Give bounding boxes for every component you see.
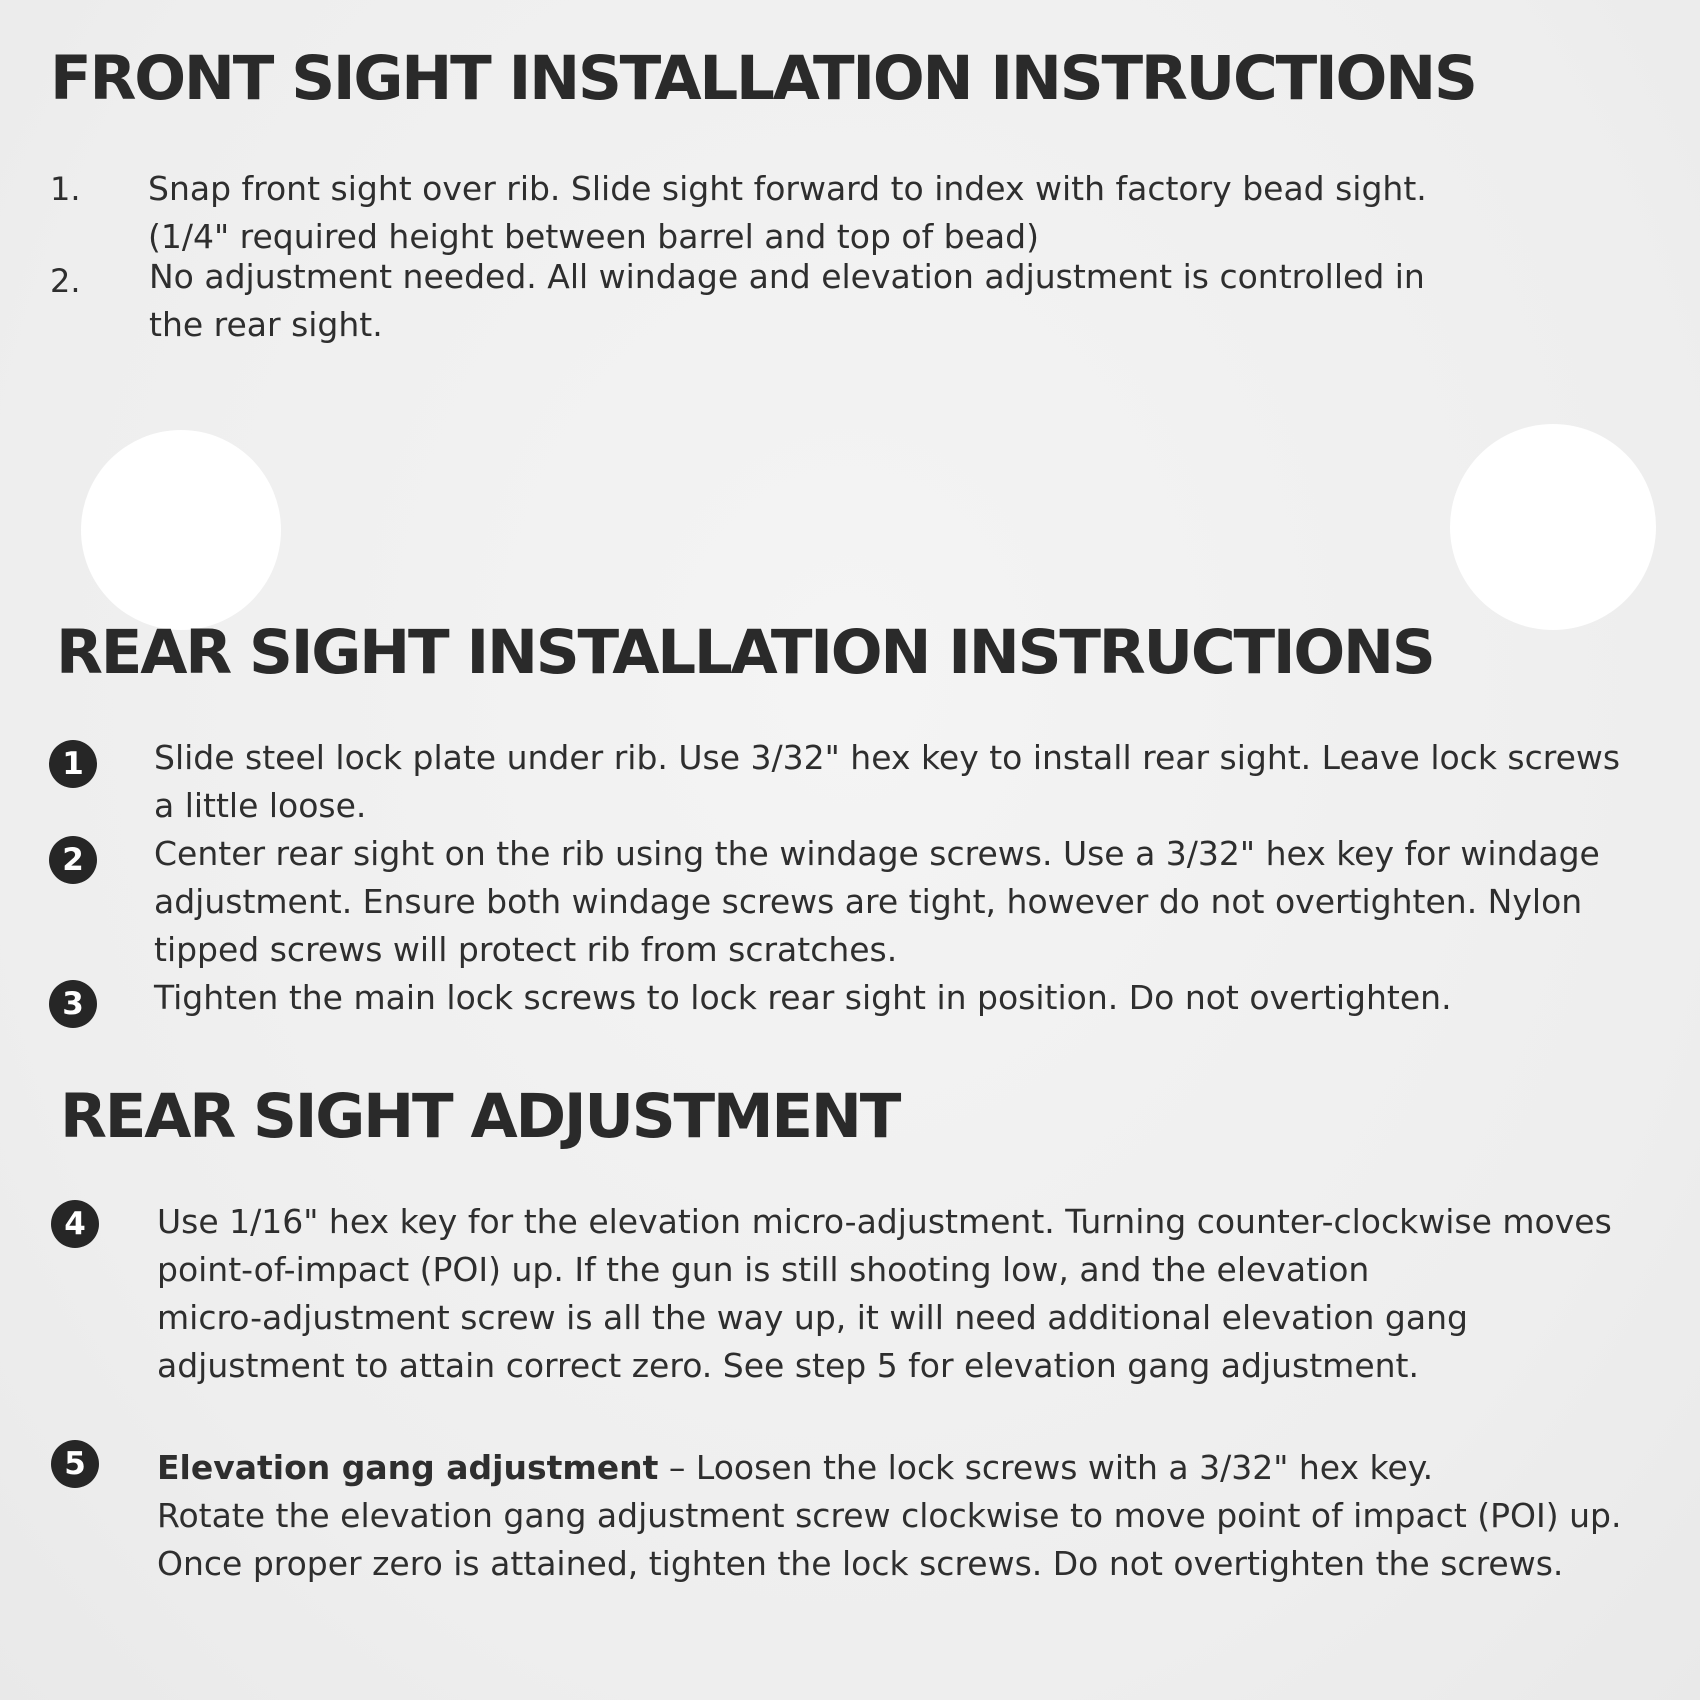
text-line: Rotate the elevation gang adjustment screw clockwise to move point of impact (POI) up. bbox=[157, 1496, 1622, 1535]
punched-hole-left bbox=[81, 430, 281, 630]
rear-step-1-text bbox=[154, 734, 1620, 830]
text-line: the rear sight. bbox=[149, 305, 383, 344]
adjust-step-4-text bbox=[157, 1198, 1612, 1390]
bold-lead: Elevation gang adjustment bbox=[157, 1448, 659, 1487]
text-line: adjustment. Ensure both windage screws are tight, however do not overtighten. Nylon bbox=[154, 882, 1583, 921]
rear-step-3-text bbox=[154, 974, 1452, 1022]
rear-step-2-text bbox=[154, 830, 1600, 974]
text-line: Tighten the main lock screws to lock rear sight in position. Do not overtighten. bbox=[154, 978, 1452, 1017]
text-line: Once proper zero is attained, tighten the lock screws. Do not overtighten the screws. bbox=[157, 1544, 1564, 1583]
text-line: Snap front sight over rib. Slide sight forward to index with factory bead sight. bbox=[148, 169, 1427, 208]
front-step-2-number: 2. bbox=[50, 262, 81, 300]
punched-hole-right bbox=[1450, 424, 1656, 630]
text-line: micro-adjustment screw is all the way up, it will need additional elevation gang bbox=[157, 1298, 1468, 1337]
text-line: tipped screws will protect rib from scratches. bbox=[154, 930, 898, 969]
text-line: (1/4" required height between barrel and top of bead) bbox=[148, 217, 1039, 256]
step-4-badge: 4 bbox=[51, 1200, 99, 1248]
step-2-badge: 2 bbox=[49, 836, 97, 884]
text-line: adjustment to attain correct zero. See step 5 for elevation gang adjustment. bbox=[157, 1346, 1419, 1385]
front-step-2-text bbox=[149, 253, 1425, 349]
text-line: Center rear sight on the rib using the windage screws. Use a 3/32" hex key for windage bbox=[154, 834, 1600, 873]
text-line: No adjustment needed. All windage and elevation adjustment is controlled in bbox=[149, 257, 1425, 296]
step-3-badge: 3 bbox=[49, 980, 97, 1028]
step-5-badge: 5 bbox=[51, 1440, 99, 1488]
adjust-step-5-text bbox=[157, 1444, 1621, 1588]
lead-continuation: – Loosen the lock screws with a 3/32" hex key. bbox=[658, 1448, 1434, 1487]
front-step-1-number: 1. bbox=[50, 170, 81, 208]
text-line bbox=[157, 1444, 1621, 1492]
text-line: Slide steel lock plate under rib. Use 3/32" hex key to install rear sight. Leave lock screws bbox=[154, 738, 1621, 777]
step-1-badge: 1 bbox=[49, 740, 97, 788]
rear-sight-installation-heading: REAR SIGHT INSTALLATION INSTRUCTIONS bbox=[56, 617, 1434, 688]
text-line: a little loose. bbox=[154, 786, 367, 825]
text-line: Use 1/16" hex key for the elevation micro-adjustment. Turning counter-clockwise moves bbox=[157, 1202, 1612, 1241]
text-line: point-of-impact (POI) up. If the gun is still shooting low, and the elevation bbox=[157, 1250, 1370, 1289]
front-step-1-text bbox=[148, 165, 1427, 261]
front-sight-heading: FRONT SIGHT INSTALLATION INSTRUCTIONS bbox=[50, 43, 1476, 114]
rear-sight-adjustment-heading: REAR SIGHT ADJUSTMENT bbox=[60, 1081, 900, 1152]
